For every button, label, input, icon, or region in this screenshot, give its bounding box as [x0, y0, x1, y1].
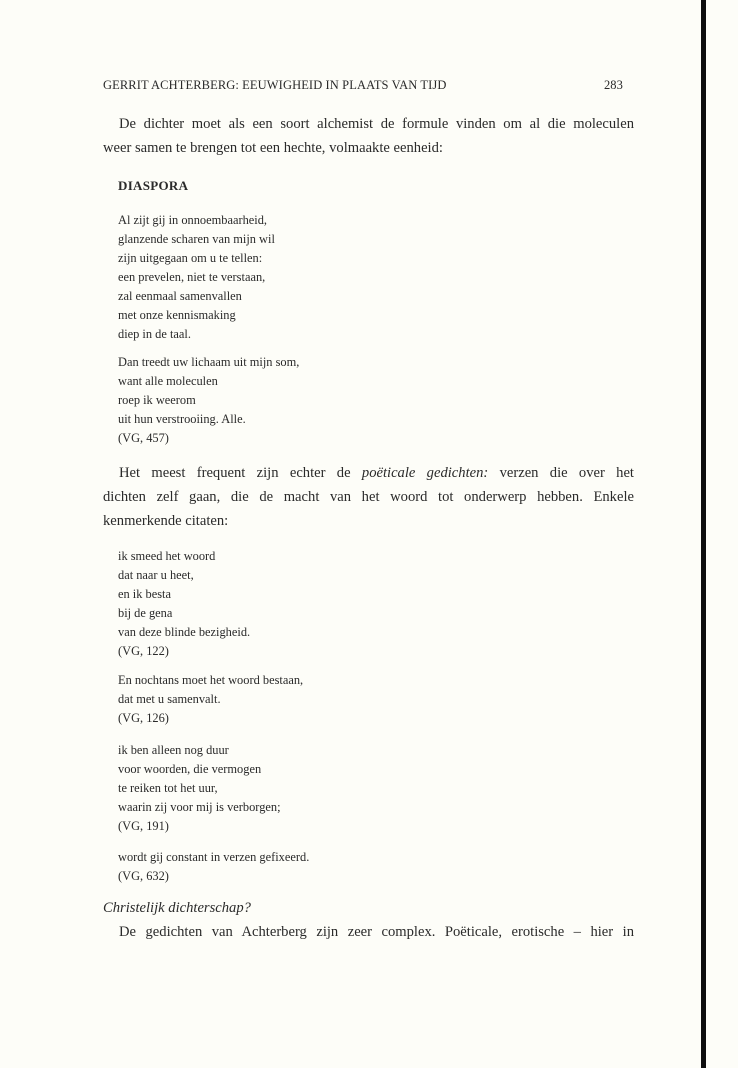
poetical-line-1-start: Het meest frequent zijn echter de — [119, 465, 362, 481]
intro-paragraph — [103, 112, 634, 160]
poem-line: uit hun verstrooiing. Alle. — [118, 412, 246, 426]
quote-line: voor woorden, die vermogen — [118, 762, 262, 776]
running-header — [103, 78, 623, 94]
poem-citation: (VG, 457) — [118, 431, 169, 445]
poetical-line-2: dichten zelf gaan, die de macht van het woord tot onderwerp hebben. Enkele — [103, 489, 634, 505]
quote-3 — [118, 741, 281, 836]
quote-line: en ik besta — [118, 587, 171, 601]
poem-stanza-2 — [118, 353, 299, 448]
quote-line: bij de gena — [118, 606, 173, 620]
poem-line: zijn uitgegaan om u te tellen: — [118, 251, 263, 265]
poem-line: glanzende scharen van mijn wil — [118, 232, 275, 246]
quote-line: ik smeed het woord — [118, 549, 216, 563]
quote-line: te reiken tot het uur, — [118, 781, 218, 795]
quote-2 — [118, 671, 303, 728]
quote-citation: (VG, 126) — [118, 711, 169, 725]
page-edge-shadow — [701, 0, 706, 1068]
poem-title: DIASPORA — [118, 178, 189, 193]
poetical-line-1 — [103, 461, 634, 485]
poetical-line-1-end: verzen die over het — [488, 465, 634, 481]
running-header-title: GERRIT ACHTERBERG: EEUWIGHEID IN PLAATS VAN TIJD — [103, 78, 447, 92]
poem-stanza-1 — [118, 211, 275, 344]
poetical-line-3: kenmerkende citaten: — [103, 513, 229, 529]
poem-line: Dan treedt uw lichaam uit mijn som, — [118, 355, 300, 369]
poem-line: zal eenmaal samenvallen — [118, 289, 242, 303]
quote-4 — [118, 848, 309, 886]
poem-line: met onze kennismaking — [118, 308, 236, 322]
poem-line: Al zijt gij in onnoembaarheid, — [118, 213, 267, 227]
quote-line: En nochtans moet het woord bestaan, — [118, 673, 304, 687]
quote-citation: (VG, 191) — [118, 819, 169, 833]
poetical-emphasis: poëticale gedichten: — [361, 465, 489, 481]
quote-citation: (VG, 632) — [118, 869, 169, 883]
quote-line: wordt gij constant in verzen gefixeerd. — [118, 850, 310, 864]
poem-line: want alle moleculen — [118, 374, 218, 388]
quote-line: dat met u samenvalt. — [118, 692, 221, 706]
poem-line: roep ik weerom — [118, 393, 196, 407]
quote-line: waarin zij voor mij is verborgen; — [118, 800, 281, 814]
quote-line: van deze blinde bezigheid. — [118, 625, 251, 639]
section-paragraph — [103, 920, 634, 944]
poem-line: een prevelen, niet te verstaan, — [118, 270, 266, 284]
intro-line-1: De dichter moet als een soort alchemist de formule vinden om al die moleculen — [119, 116, 634, 132]
section-line-1: De gedichten van Achterberg zijn zeer complex. Poëticale, erotische – hier in — [119, 924, 634, 940]
quote-1 — [118, 547, 250, 661]
section-subheading: Christelijk dichterschap? — [103, 900, 251, 916]
poetical-paragraph — [103, 461, 634, 533]
poem-line: diep in de taal. — [118, 327, 191, 341]
quote-citation: (VG, 122) — [118, 644, 169, 658]
intro-line-2: weer samen te brengen tot een hechte, volmaakte eenheid: — [103, 140, 443, 156]
quote-line: ik ben alleen nog duur — [118, 743, 229, 757]
page-number: 283 — [603, 78, 623, 92]
quote-line: dat naar u heet, — [118, 568, 194, 582]
